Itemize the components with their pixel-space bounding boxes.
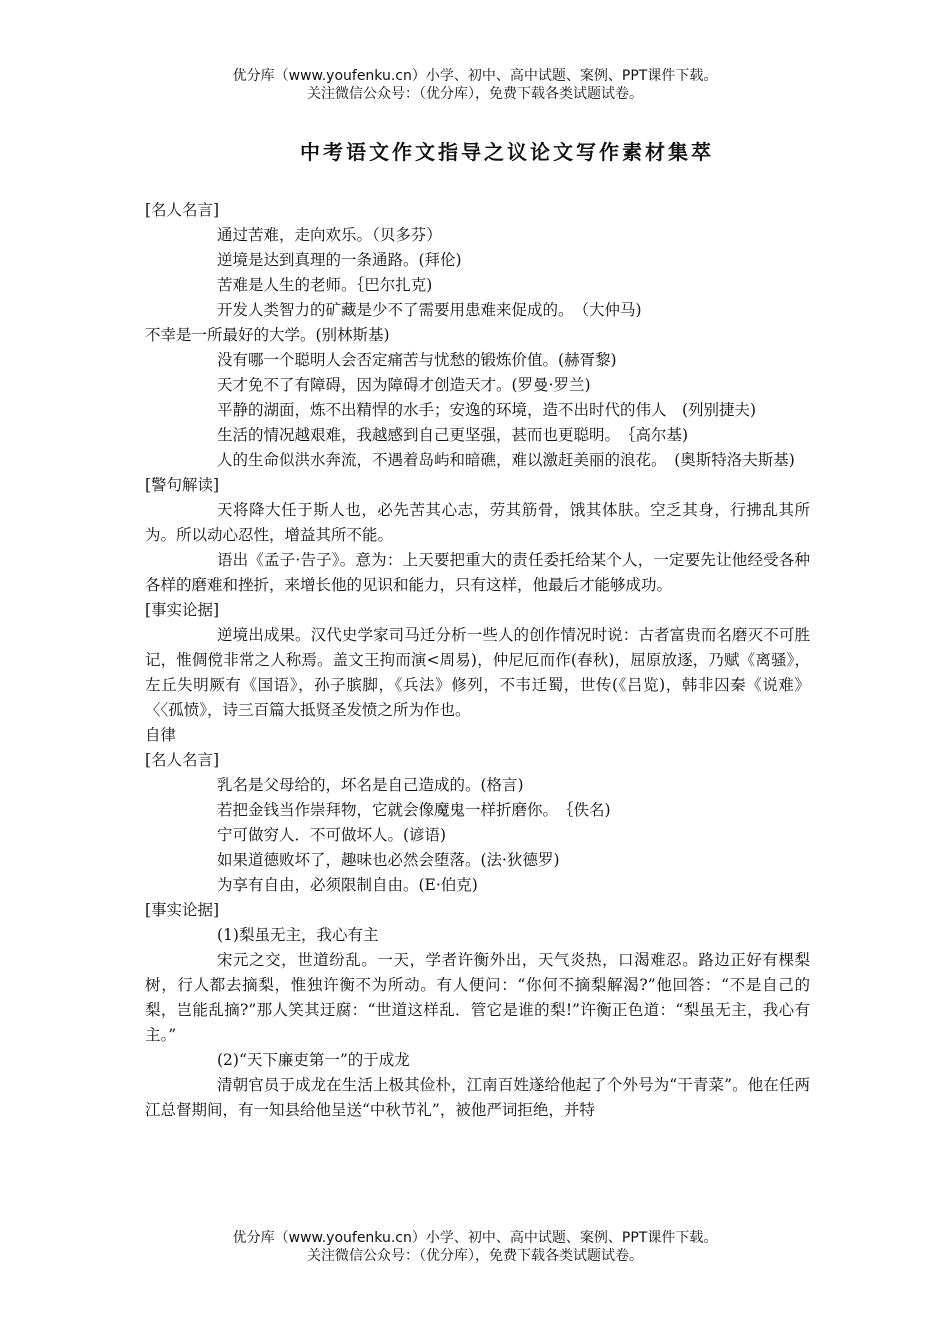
body-paragraph: 没有哪一个聪明人会否定痛苦与忧愁的锻炼价值。(赫胥黎) — [217, 351, 617, 369]
section-label: 不幸是一所最好的大学。(别林斯基) — [145, 326, 390, 344]
section-label: [名人名言] — [145, 751, 220, 769]
body-paragraph: 逆境出成果。汉代史学家司马迁分析一些人的创作情况时说：古者富贵而名磨灭不可胜记，惟倜傥非常之人称焉。盖文王拘而演<周易)，仲尼厄而作(春秋)，屈原放逐，乃赋《离骚》，左丘失明厥有《国语》，孙子膑脚，《兵法》修列，不韦迁蜀，世传(《吕览)，韩非囚秦《说难》〈〈孤愤》，诗三百篇大抵贤圣发愤之所为作也。 — [145, 626, 810, 719]
footer-line-2: 关注微信公众号：（优分库），免费下载各类试题试卷。 — [307, 1248, 643, 1264]
page-title: 中考语文作文指导之议论文写作素材集萃 — [300, 140, 714, 164]
body-paragraph: 宋元之交，世道纷乱。一天，学者许衡外出，天气炎热，口渴难忍。路边正好有棵梨树，行人都去摘梨，惟独许衡不为所动。有人便问：“你何不摘梨解渴?”他回答：“不是自己的梨，岂能乱摘?”那人笑其迂腐：“世道这样乱．管它是谁的梨!”许衡正色道：“梨虽无主，我心有主。” — [145, 951, 810, 1044]
section-label: [警句解读] — [145, 476, 220, 494]
body-paragraph: 天才免不了有障碍，因为障碍才创造天才。(罗曼·罗兰) — [217, 376, 591, 394]
body-paragraph: 如果道德败坏了，趣味也必然会堕落。(法·狄德罗) — [217, 851, 560, 869]
page-header — [0, 67, 950, 103]
body-paragraph: 通过苦难，走向欢乐。（贝多芬） — [217, 226, 442, 244]
body-paragraph: (1)梨虽无主，我心有主 — [217, 926, 379, 944]
section-label: 自律 — [145, 726, 177, 744]
page-footer — [0, 1229, 950, 1265]
footer-line-1: 优分库（www.youfenku.cn）小学、初中、高中试题、案例、PPT课件下载。 — [232, 1230, 718, 1246]
body-paragraph: 平静的湖面，炼不出精悍的水手；安逸的环境，造不出时代的伟人 (列别捷夫) — [217, 401, 757, 419]
body-paragraph: 乳名是父母给的，坏名是自己造成的。(格言) — [217, 776, 524, 794]
body-paragraph: 生活的情况越艰难，我越感到自己更坚强，甚而也更聪明。 ｛高尔基) — [217, 426, 689, 444]
body-paragraph: 人的生命似洪水奔流，不遇着岛屿和暗礁，难以激赶美丽的浪花。 (奥斯特洛夫斯基) — [217, 451, 795, 469]
body-paragraph: 天将降大任于斯人也，必先苦其心志，劳其筋骨，饿其体肤。空乏其身，行拂乱其所为。所以动心忍性，增益其所不能。 — [145, 501, 810, 544]
body-paragraph: 苦难是人生的老师。｛巴尔扎克) — [217, 276, 433, 294]
body-paragraph: 宁可做穷人．不可做坏人。(谚语) — [217, 826, 447, 844]
section-label: [事实论据] — [145, 901, 220, 919]
header-line-2: 关注微信公众号：（优分库），免费下载各类试题试卷。 — [307, 86, 643, 102]
body-paragraph: 语出《孟子·告子》。意为：上天要把重大的责任委托给某个人，一定要先让他经受各种各样的磨难和挫折，来增长他的见识和能力，只有这样，他最后才能够成功。 — [145, 551, 810, 594]
body-paragraph: 若把金钱当作崇拜物，它就会像魔鬼一样折磨你。 ｛佚名) — [217, 801, 611, 819]
header-line-1: 优分库（www.youfenku.cn）小学、初中、高中试题、案例、PPT课件下载。 — [232, 68, 718, 84]
body-paragraph: 逆境是达到真理的一条通路。(拜伦) — [217, 251, 462, 269]
body-paragraph: 开发人类智力的矿藏是少不了需要用患难来促成的。 （大仲马) — [217, 301, 642, 319]
section-label: [名人名言] — [145, 201, 220, 219]
document-body — [145, 198, 810, 1123]
body-paragraph: (2)“天下廉吏第一”的于成龙 — [217, 1051, 410, 1069]
body-paragraph: 为享有自由，必须限制自由。(E·伯克) — [217, 876, 478, 894]
section-label: [事实论据] — [145, 601, 220, 619]
body-paragraph: 清朝官员于成龙在生活上极其俭朴，江南百姓遂给他起了个外号为“干青菜”。他在任两江总督期间，有一知县给他呈送“中秋节礼”，被他严词拒绝，并特 — [145, 1076, 810, 1119]
